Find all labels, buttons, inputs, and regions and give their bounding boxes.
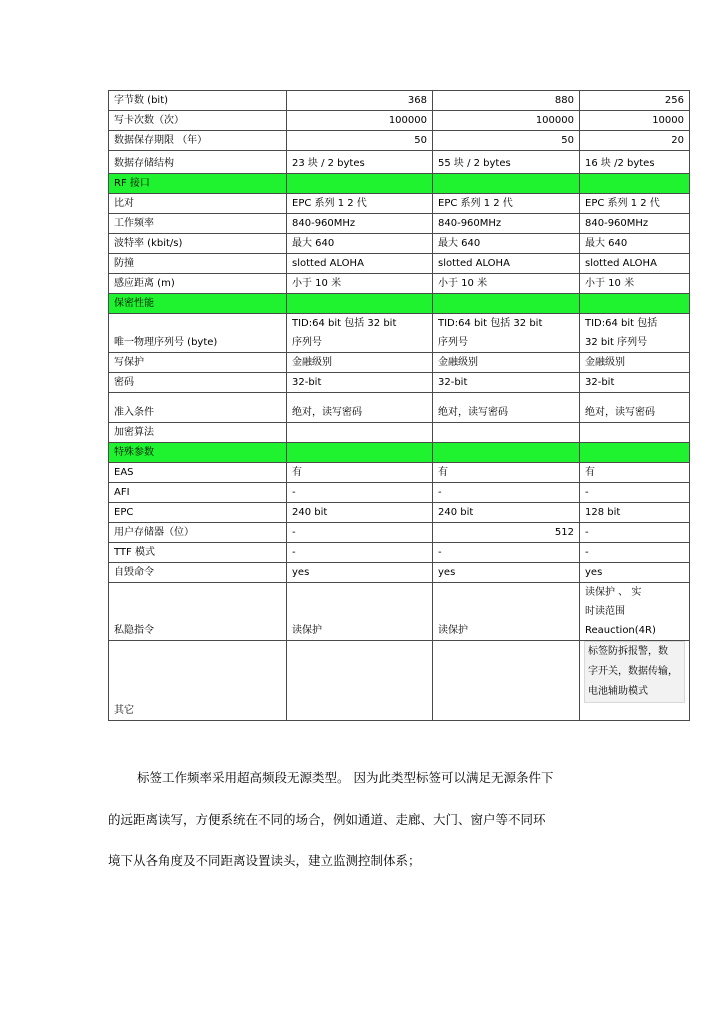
row-label: 波特率 (kbit/s) [109,234,287,254]
table-cell [433,294,580,314]
row-label: 工作频率 [109,214,287,234]
table-row [109,194,690,214]
table-cell: 32-bit [433,373,580,393]
table-cell: 840-960MHz [580,214,690,234]
table-row [109,543,690,563]
table-cell: 50 [433,131,580,151]
table-cell: 有 [433,463,580,483]
table-cell: - [580,483,690,503]
section-row-security [109,294,690,314]
table-cell [580,443,690,463]
table-cell: 有 [287,463,433,483]
table-row [109,483,690,503]
table-cell: - [433,483,580,503]
table-cell: 128 bit [580,503,690,523]
cell-line: 时读范围 [585,606,625,617]
table-cell: 368 [287,91,433,111]
table-cell: 最大 640 [433,234,580,254]
section-title: 保密性能 [109,294,287,314]
table-cell: 100000 [433,111,580,131]
table-cell: 金融级别 [433,353,580,373]
table-cell [433,314,580,353]
row-label: 用户存储器（位） [109,523,287,543]
table-cell: EPC 系列 1 2 代 [433,194,580,214]
row-label: 准入条件 [109,393,287,423]
table-cell: - [287,523,433,543]
table-cell: 小于 10 米 [433,274,580,294]
row-label: TTF 模式 [109,543,287,563]
table-row [109,234,690,254]
table-cell: 小于 10 米 [287,274,433,294]
table-cell: 金融级别 [580,353,690,373]
table-cell [580,294,690,314]
cell-line: 字开关，数据传输， [588,666,678,677]
paragraph-line: 标签工作频率采用超高频段无源类型。 因为此类型标签可以满足无源条件下 [137,770,554,785]
table-cell: 23 块 / 2 bytes [287,151,433,174]
table-row [109,151,690,174]
table-row [109,274,690,294]
table-cell: 240 bit [433,503,580,523]
table-cell: 10000 [580,111,690,131]
cell-line: 序列号 [438,337,468,348]
table-cell: - [580,543,690,563]
paragraph-line: 境下从各角度及不同距离设置读头，建立监测控制体系； [108,853,421,868]
table-cell: 880 [433,91,580,111]
cell-line: TID:64 bit 包括 32 bit [292,318,397,329]
note-box [584,641,685,703]
table-cell: yes [433,563,580,583]
table-cell [287,174,433,194]
table-row [109,111,690,131]
cell-line: 32 bit 序列号 [585,337,648,348]
table-cell [433,641,580,721]
table-cell [287,423,433,443]
table-cell: 512 [433,523,580,543]
table-cell: 100000 [287,111,433,131]
row-label: 密码 [109,373,287,393]
table-cell: yes [580,563,690,583]
table-cell: 最大 640 [580,234,690,254]
table-row [109,563,690,583]
cell-line: 标签防拆报警，数 [588,646,668,657]
table-cell: 最大 640 [287,234,433,254]
table-row [109,131,690,151]
table-row [109,314,690,353]
table-cell [433,443,580,463]
table-row [109,641,690,721]
table-row [109,254,690,274]
table-cell: 840-960MHz [287,214,433,234]
cell-line: Reauction(4R) [585,625,656,636]
table-cell [287,641,433,721]
table-row [109,523,690,543]
table-cell: - [287,483,433,503]
table-cell: slotted ALOHA [580,254,690,274]
table-cell: EPC 系列 1 2 代 [287,194,433,214]
section-title: RF 接口 [109,174,287,194]
cell-line: 读保护 、 实 [585,587,642,598]
table-row [109,393,690,423]
row-label: 写保护 [109,353,287,373]
row-label: 自毁命令 [109,563,287,583]
table-row [109,583,690,641]
table-cell [580,314,690,353]
table-cell: slotted ALOHA [287,254,433,274]
section-title: 特殊参数 [109,443,287,463]
table-cell: - [433,543,580,563]
row-label: 写卡次数（次） [109,111,287,131]
table-cell [287,294,433,314]
table-row [109,373,690,393]
row-label: EAS [109,463,287,483]
table-cell: 小于 10 米 [580,274,690,294]
table-cell: 16 块 /2 bytes [580,151,690,174]
row-label: 感应距离 (m) [109,274,287,294]
table-cell [580,174,690,194]
table-cell: 32-bit [287,373,433,393]
table-row [109,423,690,443]
table-cell: yes [287,563,433,583]
table-cell: 有 [580,463,690,483]
row-label: 字节数 (bit) [109,91,287,111]
cell-line: 序列号 [292,337,322,348]
table-cell [580,583,690,641]
table-cell: 55 块 / 2 bytes [433,151,580,174]
table-cell: slotted ALOHA [433,254,580,274]
row-label: EPC [109,503,287,523]
row-label: 比对 [109,194,287,214]
table-cell [580,641,690,721]
table-cell: 绝对，读写密码 [580,393,690,423]
section-row-rf [109,174,690,194]
table-cell: 32-bit [580,373,690,393]
table-cell: 20 [580,131,690,151]
table-cell: - [287,543,433,563]
row-label: AFI [109,483,287,503]
table-cell [287,443,433,463]
spec-table [108,90,690,721]
row-label: 数据保存期限 （年） [109,131,287,151]
table-cell: 绝对，读写密码 [433,393,580,423]
table-row [109,503,690,523]
cell-line: TID:64 bit 包括 32 bit [438,318,543,329]
table-cell: 256 [580,91,690,111]
table-cell: 绝对，读写密码 [287,393,433,423]
table-row [109,91,690,111]
table-cell: 240 bit [287,503,433,523]
paragraph-line: 的远距离读写，方便系统在不同的场合，例如通道、走廊、大门、窗户等不同环 [108,812,546,827]
row-label: 防撞 [109,254,287,274]
row-label: 加密算法 [109,423,287,443]
row-label: 其它 [109,641,287,721]
table-cell: 读保护 [287,583,433,641]
table-cell: 50 [287,131,433,151]
cell-line: 电池辅助模式 [588,686,648,697]
table-cell: 840-960MHz [433,214,580,234]
table-cell: - [580,523,690,543]
row-label: 私隐指令 [109,583,287,641]
table-cell [433,174,580,194]
row-label: 数据存储结构 [109,151,287,174]
table-row [109,463,690,483]
cell-line: TID:64 bit 包括 [585,318,658,329]
table-row [109,353,690,373]
table-cell [287,314,433,353]
table-cell [580,423,690,443]
row-label: 唯一物理序列号 (byte) [109,314,287,353]
table-cell [433,423,580,443]
section-row-special [109,443,690,463]
table-row [109,214,690,234]
table-cell: 金融级别 [287,353,433,373]
table-cell: EPC 系列 1 2 代 [580,194,690,214]
table-cell: 读保护 [433,583,580,641]
